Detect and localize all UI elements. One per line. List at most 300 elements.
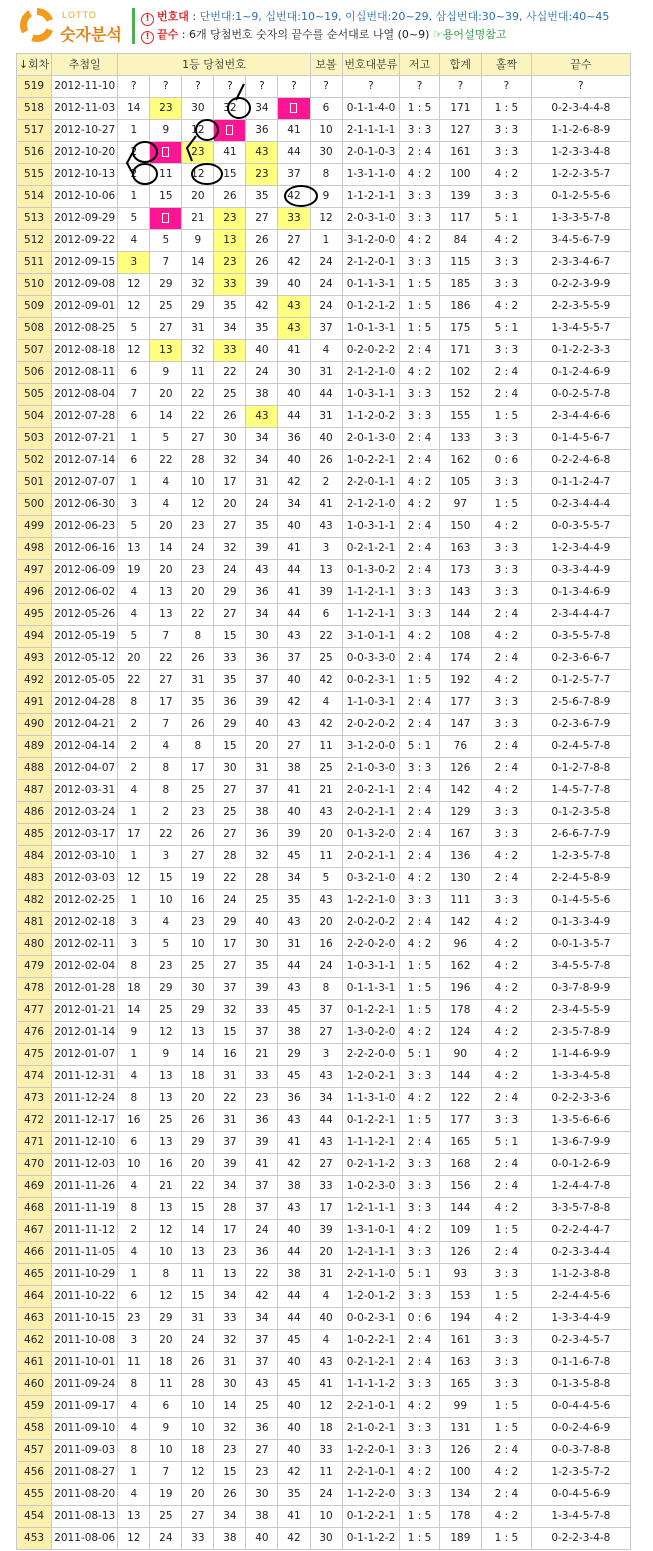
round-cell: 475 [17, 1044, 52, 1066]
date-cell: 2011-08-06 [52, 1528, 118, 1550]
number-cell: 23 [214, 1242, 246, 1264]
table-body [17, 76, 631, 1550]
number-cell: 23 [246, 1088, 278, 1110]
end-cell: 2-3-3-4-6-7 [531, 252, 630, 274]
range-cell: 3-1-2-0-0 [342, 230, 400, 252]
table-row [17, 978, 631, 1000]
number-cell: 44 [278, 406, 310, 428]
end-cell: 2-5-6-7-8-9 [531, 692, 630, 714]
date-cell: 2011-10-22 [52, 1286, 118, 1308]
end-cell: 1-1-2-6-8-9 [531, 120, 630, 142]
number-cell: 17 [214, 1220, 246, 1242]
number-cell: 17 [182, 758, 214, 780]
number-cell: 8 [118, 1198, 150, 1220]
number-cell: 29 [214, 714, 246, 736]
date-cell: 2012-10-20 [52, 142, 118, 164]
oddeven-cell: 3 : 3 [482, 890, 532, 912]
bonus-cell: 13 [310, 560, 342, 582]
date-cell: 2011-08-20 [52, 1484, 118, 1506]
number-cell: 2 [150, 802, 182, 824]
sum-cell: 175 [439, 318, 481, 340]
table-row [17, 340, 631, 362]
number-cell: 13 [150, 340, 182, 362]
number-cell: 4 [118, 1242, 150, 1264]
marker-icon [290, 103, 297, 113]
number-cell: 10 [182, 934, 214, 956]
oddeven-cell: 3 : 3 [482, 142, 532, 164]
bonus-cell: 43 [310, 802, 342, 824]
table-row [17, 274, 631, 296]
number-cell: 4 [150, 472, 182, 494]
date-cell: 2012-06-02 [52, 582, 118, 604]
bonus-cell: 9 [310, 186, 342, 208]
number-cell: 34 [278, 494, 310, 516]
number-cell: 9 [118, 1022, 150, 1044]
round-cell: 473 [17, 1088, 52, 1110]
number-cell: ? [278, 76, 310, 98]
bonus-cell: 24 [310, 956, 342, 978]
sum-cell: 173 [439, 560, 481, 582]
number-cell: 9 [150, 362, 182, 384]
hilo-cell: 1 : 5 [400, 1000, 439, 1022]
end-cell: 1-3-5-6-6-6 [531, 1110, 630, 1132]
hilo-cell: 3 : 3 [400, 604, 439, 626]
number-cell: 35 [214, 670, 246, 692]
number-cell: 43 [278, 912, 310, 934]
sum-cell: 168 [439, 1154, 481, 1176]
number-cell: 31 [182, 670, 214, 692]
number-cell: 41 [278, 1506, 310, 1528]
number-cell: 34 [246, 98, 278, 120]
number-cell: 3 [150, 846, 182, 868]
number-cell: 14 [150, 406, 182, 428]
range-cell: 1-1-2-0-2 [342, 406, 400, 428]
table-row [17, 76, 631, 98]
sum-cell: 76 [439, 736, 481, 758]
bonus-cell: 41 [310, 1374, 342, 1396]
number-cell: 26 [182, 824, 214, 846]
bonus-cell: 43 [310, 1066, 342, 1088]
oddeven-cell: 2 : 4 [482, 604, 532, 626]
number-cell: 19 [150, 1484, 182, 1506]
oddeven-cell: 1 : 5 [482, 1220, 532, 1242]
number-cell: 25 [214, 802, 246, 824]
number-cell: 11 [150, 164, 182, 186]
table-row [17, 428, 631, 450]
number-cell: 20 [182, 582, 214, 604]
table-row [17, 626, 631, 648]
oddeven-cell: 4 : 2 [482, 956, 532, 978]
number-cell: 6 [118, 1286, 150, 1308]
number-cell: 39 [246, 538, 278, 560]
number-cell: 42 [278, 692, 310, 714]
number-cell: 10 [118, 1154, 150, 1176]
number-cell: 40 [278, 450, 310, 472]
number-cell [214, 120, 246, 142]
hilo-cell: 3 : 3 [400, 1066, 439, 1088]
number-cell: 25 [246, 890, 278, 912]
number-cell: 1 [118, 428, 150, 450]
end-cell: 0-2-2-3-4-8 [531, 1528, 630, 1550]
number-cell: 38 [278, 1022, 310, 1044]
bonus-cell: 3 [310, 1044, 342, 1066]
hilo-cell: 1 : 5 [400, 296, 439, 318]
number-cell: 26 [182, 1352, 214, 1374]
sum-cell: 105 [439, 472, 481, 494]
range-cell: 0-1-2-1-2 [342, 296, 400, 318]
end-cell: 0-2-3-3-4-4 [531, 1242, 630, 1264]
end-cell: 0-1-3-3-4-9 [531, 912, 630, 934]
number-cell: 31 [214, 1066, 246, 1088]
table-row [17, 1528, 631, 1550]
round-cell: 499 [17, 516, 52, 538]
number-cell: 40 [278, 1396, 310, 1418]
date-cell: 2012-11-03 [52, 98, 118, 120]
sum-cell: ? [439, 76, 481, 98]
number-cell: 13 [182, 1022, 214, 1044]
number-cell: 8 [118, 1374, 150, 1396]
round-cell: 489 [17, 736, 52, 758]
number-cell: 45 [278, 1066, 310, 1088]
end-cell: 1-3-3-4-4-9 [531, 1308, 630, 1330]
number-cell: 32 [214, 1000, 246, 1022]
number-cell: 32 [214, 98, 246, 120]
sum-cell: 171 [439, 340, 481, 362]
number-cell: 44 [278, 604, 310, 626]
lotto-table [16, 53, 631, 1550]
range-cell: 0-1-2-2-1 [342, 1000, 400, 1022]
sum-cell: 122 [439, 1088, 481, 1110]
range-cell: 2-0-2-1-1 [342, 802, 400, 824]
end-cell: 0-1-4-5-6-7 [531, 428, 630, 450]
end-cell: 2-3-4-4-4-7 [531, 604, 630, 626]
number-cell: 44 [278, 1242, 310, 1264]
table-row [17, 208, 631, 230]
sum-cell: 185 [439, 274, 481, 296]
date-cell: 2011-11-19 [52, 1198, 118, 1220]
round-cell: 483 [17, 868, 52, 890]
number-cell: 15 [214, 626, 246, 648]
number-cell: ? [150, 76, 182, 98]
range-cell: 0-1-1-3-1 [342, 274, 400, 296]
hilo-cell: 1 : 5 [400, 1506, 439, 1528]
end-cell: 0-1-2-4-6-9 [531, 362, 630, 384]
round-cell: 515 [17, 164, 52, 186]
number-cell: 31 [182, 318, 214, 340]
hilo-cell: 3 : 3 [400, 582, 439, 604]
round-cell: 464 [17, 1286, 52, 1308]
number-cell: 15 [214, 1022, 246, 1044]
number-cell: 28 [214, 846, 246, 868]
end-cell: 0-2-3-6-6-7 [531, 648, 630, 670]
end-cell: 2-3-4-4-6-6 [531, 406, 630, 428]
number-cell: 28 [246, 868, 278, 890]
range-desc: 단번대:1~9, 십번대:10~19, 이십번대:20~29, 삼십번대:30~39, 사십번대:40~45 [199, 10, 610, 23]
number-cell: 21 [246, 1044, 278, 1066]
hilo-cell: 3 : 3 [400, 1198, 439, 1220]
sum-cell: 177 [439, 1110, 481, 1132]
number-cell: 19 [118, 560, 150, 582]
range-cell: 2-1-0-2-1 [342, 1418, 400, 1440]
end-cell: 3-4-5-6-7-9 [531, 230, 630, 252]
date-cell: 2012-05-12 [52, 648, 118, 670]
number-cell: 23 [182, 560, 214, 582]
end-cell: 2-2-3-5-5-9 [531, 296, 630, 318]
number-cell: 24 [246, 494, 278, 516]
number-cell: 4 [118, 1484, 150, 1506]
oddeven-cell: 4 : 2 [482, 1506, 532, 1528]
number-cell: 31 [182, 1308, 214, 1330]
col-round[interactable]: ↓회차 [17, 54, 52, 76]
number-cell: 40 [278, 516, 310, 538]
end-cell: 0-1-3-5-8-8 [531, 1374, 630, 1396]
oddeven-cell: 2 : 4 [482, 758, 532, 780]
date-cell: 2011-12-24 [52, 1088, 118, 1110]
number-cell: 42 [246, 1286, 278, 1308]
number-cell: 15 [150, 186, 182, 208]
number-cell: 24 [246, 362, 278, 384]
number-cell: 3 [118, 1330, 150, 1352]
range-cell: 1-0-1-3-1 [342, 318, 400, 340]
bonus-cell: 17 [310, 1198, 342, 1220]
range-cell: 1-3-1-0-1 [342, 1220, 400, 1242]
round-cell: 467 [17, 1220, 52, 1242]
number-cell: 14 [182, 252, 214, 274]
table-row [17, 318, 631, 340]
sum-cell: 177 [439, 692, 481, 714]
hilo-cell: 3 : 3 [400, 758, 439, 780]
date-cell: 2011-09-17 [52, 1396, 118, 1418]
number-cell: 37 [246, 1176, 278, 1198]
date-cell: 2012-09-29 [52, 208, 118, 230]
number-cell: 5 [118, 208, 150, 230]
end-cell: 0-2-2-4-4-7 [531, 1220, 630, 1242]
sum-cell: 155 [439, 406, 481, 428]
number-cell: 14 [118, 1000, 150, 1022]
number-cell: 45 [278, 846, 310, 868]
divider [132, 8, 135, 44]
number-cell: 27 [246, 208, 278, 230]
number-cell: 2 [118, 714, 150, 736]
hilo-cell: 4 : 2 [400, 934, 439, 956]
bonus-cell: 25 [310, 758, 342, 780]
range-cell: 1-0-3-1-1 [342, 516, 400, 538]
number-cell: 26 [214, 1484, 246, 1506]
oddeven-cell: 4 : 2 [482, 1308, 532, 1330]
table-row [17, 1000, 631, 1022]
date-cell: 2011-12-03 [52, 1154, 118, 1176]
sum-cell: 126 [439, 1242, 481, 1264]
number-cell: 29 [278, 1044, 310, 1066]
bonus-cell: 11 [310, 736, 342, 758]
number-cell: 36 [246, 1110, 278, 1132]
number-cell: 13 [150, 1198, 182, 1220]
number-cell: 42 [278, 1462, 310, 1484]
number-cell: 42 [278, 1528, 310, 1550]
hilo-cell: 1 : 5 [400, 978, 439, 1000]
hilo-cell: 3 : 3 [400, 186, 439, 208]
end-cell: 1-2-3-4-4-9 [531, 538, 630, 560]
number-cell: 40 [278, 1352, 310, 1374]
bonus-cell: 10 [310, 120, 342, 142]
hilo-cell: 2 : 4 [400, 1330, 439, 1352]
number-cell: 26 [246, 252, 278, 274]
number-cell: 13 [150, 1066, 182, 1088]
oddeven-cell: 4 : 2 [482, 1044, 532, 1066]
hilo-cell: 2 : 4 [400, 1352, 439, 1374]
range-cell: 1-3-1-1-0 [342, 164, 400, 186]
table-row [17, 1462, 631, 1484]
number-cell: 23 [182, 802, 214, 824]
number-cell: 40 [278, 802, 310, 824]
table-row [17, 472, 631, 494]
number-cell: 7 [150, 1462, 182, 1484]
table-row [17, 1154, 631, 1176]
number-cell: 42 [246, 296, 278, 318]
round-cell: 454 [17, 1506, 52, 1528]
round-cell: 490 [17, 714, 52, 736]
number-cell: 2 [118, 736, 150, 758]
round-cell: 458 [17, 1418, 52, 1440]
oddeven-cell: 3 : 3 [482, 582, 532, 604]
date-cell: 2012-01-28 [52, 978, 118, 1000]
number-cell: 25 [150, 1110, 182, 1132]
sum-cell: 143 [439, 582, 481, 604]
sum-cell: 186 [439, 296, 481, 318]
round-cell: 479 [17, 956, 52, 978]
number-cell: 25 [150, 1000, 182, 1022]
round-cell: 518 [17, 98, 52, 120]
sum-cell: 171 [439, 98, 481, 120]
round-cell: 504 [17, 406, 52, 428]
date-cell: 2011-12-17 [52, 1110, 118, 1132]
number-cell: 2 [118, 142, 150, 164]
end-cell: 3-3-5-7-8-8 [531, 1198, 630, 1220]
bonus-cell: 4 [310, 692, 342, 714]
number-cell: 42 [278, 252, 310, 274]
date-cell: 2012-07-28 [52, 406, 118, 428]
end-cell: 1-3-6-7-9-9 [531, 1132, 630, 1154]
round-cell: 484 [17, 846, 52, 868]
date-cell: 2012-06-09 [52, 560, 118, 582]
round-cell: 505 [17, 384, 52, 406]
hilo-cell: ? [400, 76, 439, 98]
round-cell: 457 [17, 1440, 52, 1462]
end-cell: 0-0-2-5-7-8 [531, 384, 630, 406]
bonus-cell: 43 [310, 1132, 342, 1154]
number-cell: 41 [278, 538, 310, 560]
number-cell: 37 [214, 1132, 246, 1154]
number-cell: 15 [182, 1286, 214, 1308]
end-legend: ! 끝수 : 6개 당첨번호 숫자의 끝수를 순서대로 나열 (0~9) ☞용어설명참고 [141, 26, 609, 44]
oddeven-cell: 4 : 2 [482, 1022, 532, 1044]
oddeven-cell: 3 : 3 [482, 692, 532, 714]
end-cell: 0-1-4-5-5-6 [531, 890, 630, 912]
number-cell: 12 [182, 164, 214, 186]
number-cell: 27 [214, 824, 246, 846]
oddeven-cell: 4 : 2 [482, 626, 532, 648]
number-cell: 29 [182, 1000, 214, 1022]
number-cell: 36 [246, 1242, 278, 1264]
round-cell: 501 [17, 472, 52, 494]
number-cell: 43 [278, 1110, 310, 1132]
number-cell: 27 [246, 1440, 278, 1462]
hilo-cell: 4 : 2 [400, 1022, 439, 1044]
number-cell: 36 [278, 428, 310, 450]
number-cell: 34 [246, 604, 278, 626]
round-cell: 514 [17, 186, 52, 208]
number-cell: 28 [182, 1374, 214, 1396]
range-cell: 2-0-2-1-1 [342, 780, 400, 802]
number-cell: 41 [278, 120, 310, 142]
sum-cell: 124 [439, 1022, 481, 1044]
number-cell: 8 [150, 780, 182, 802]
number-cell: 34 [214, 318, 246, 340]
hilo-cell: 1 : 5 [400, 1110, 439, 1132]
range-cell: 2-1-2-0-1 [342, 252, 400, 274]
number-cell: 15 [182, 1198, 214, 1220]
number-cell: 45 [278, 1000, 310, 1022]
range-cell: 1-1-1-2-1 [342, 1132, 400, 1154]
sum-cell: 174 [439, 648, 481, 670]
date-cell: 2012-03-03 [52, 868, 118, 890]
hilo-cell: 4 : 2 [400, 1220, 439, 1242]
sum-cell: 161 [439, 1330, 481, 1352]
number-cell: 36 [246, 648, 278, 670]
end-cell: 1-2-3-5-7-8 [531, 846, 630, 868]
date-cell: 2012-07-14 [52, 450, 118, 472]
sum-cell: 129 [439, 802, 481, 824]
number-cell: 27 [150, 318, 182, 340]
number-cell: 45 [278, 1374, 310, 1396]
oddeven-cell: 2 : 4 [482, 1484, 532, 1506]
number-cell: 15 [214, 164, 246, 186]
number-cell: 38 [278, 758, 310, 780]
round-cell: 502 [17, 450, 52, 472]
oddeven-cell: ? [482, 76, 532, 98]
number-cell: 7 [150, 252, 182, 274]
date-cell: 2012-04-21 [52, 714, 118, 736]
end-cell: 0-1-2-7-8-8 [531, 758, 630, 780]
glossary-link[interactable]: ☞용어설명참고 [432, 28, 507, 41]
range-cell: 2-1-1-1-1 [342, 120, 400, 142]
round-cell: 485 [17, 824, 52, 846]
col-end: 끝수 [531, 54, 630, 76]
oddeven-cell: 4 : 2 [482, 164, 532, 186]
number-cell: ? [182, 76, 214, 98]
range-cell: 2-1-2-1-0 [342, 494, 400, 516]
number-cell: 37 [246, 1330, 278, 1352]
hilo-cell: 4 : 2 [400, 868, 439, 890]
hilo-cell: 4 : 2 [400, 494, 439, 516]
hilo-cell: 5 : 1 [400, 1044, 439, 1066]
number-cell: 13 [150, 1132, 182, 1154]
sum-cell: 115 [439, 252, 481, 274]
sum-cell: 163 [439, 538, 481, 560]
range-cell: 2-2-1-0-1 [342, 1462, 400, 1484]
oddeven-cell: 3 : 3 [482, 1352, 532, 1374]
date-cell: 2012-04-14 [52, 736, 118, 758]
bonus-cell: 16 [310, 934, 342, 956]
end-cell: 0-1-1-6-7-8 [531, 1352, 630, 1374]
round-cell: 517 [17, 120, 52, 142]
round-cell: 498 [17, 538, 52, 560]
oddeven-cell: 4 : 2 [482, 978, 532, 1000]
number-cell: 41 [278, 1132, 310, 1154]
number-cell: 40 [278, 384, 310, 406]
number-cell: 31 [246, 472, 278, 494]
bonus-cell: 3 [310, 538, 342, 560]
